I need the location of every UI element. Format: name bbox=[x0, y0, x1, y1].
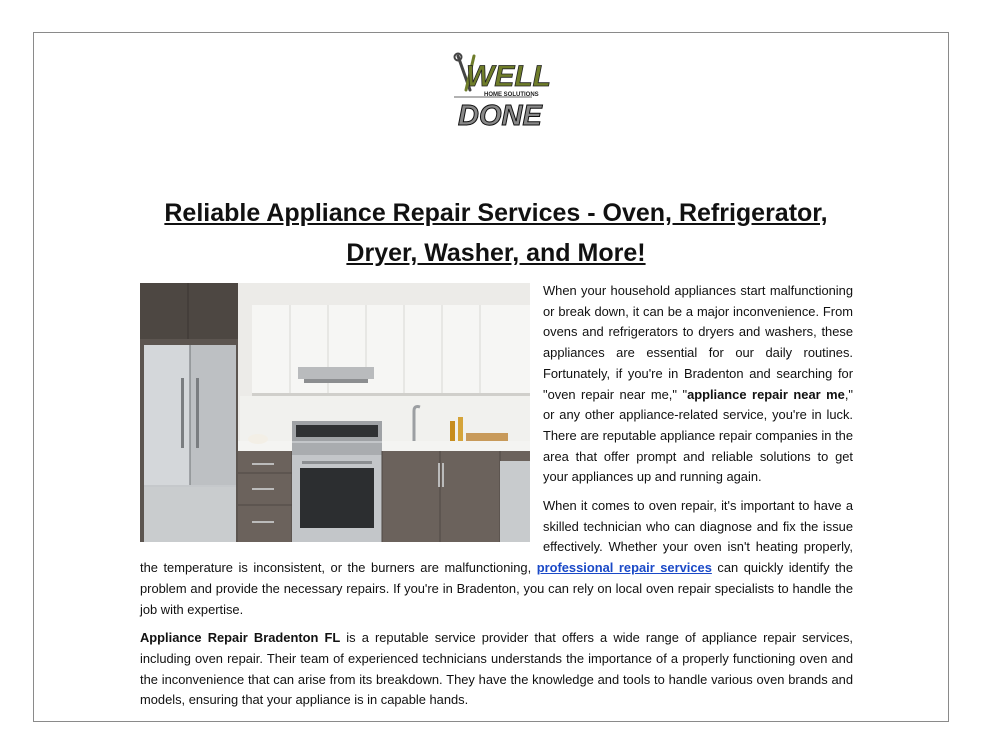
paragraph-2-part1: When it comes to oven repair, it's important to have a skilled technician who can diagnose and fix the issue effectively. Whether your oven isn't heating properly, the temperature is inconsistent, or the burners are malfunctioning, bbox=[140, 498, 853, 576]
title-line1: Reliable Appliance Repair Services - Oven, Refrigerator, bbox=[164, 199, 828, 227]
logo-line1: WELL bbox=[466, 60, 551, 93]
well-done-logo bbox=[452, 52, 551, 132]
paragraph-2-part2: can quickly identify the problem and provide the necessary repairs. If you're in Bradenton, you can rely on local oven repair specialists to handle the job with expertise. bbox=[140, 560, 853, 617]
article-body bbox=[140, 281, 853, 719]
paragraph-1-part1: When your household appliances start malfunctioning or break down, it can be a major inconvenience. From ovens and refrigerators to dryers and washers, these appliances are essential for our daily routines. Fortunately, if you're in Bradenton and searching for "oven repair near me," " bbox=[543, 283, 853, 402]
paragraph-3-part1: is a reputable service provider that offers a wide range of appliance repair services, including oven repair. Their team of experienced technicians understands the importance of a properly functioning oven and the inconvenience that can arise from its breakdown. They have the knowledge and tools to handle various oven brands and models, ensuring that your appliance is in capable hands. bbox=[140, 630, 854, 708]
professional-repair-services-link[interactable]: professional repair services bbox=[536, 560, 712, 576]
logo-line3: DONE bbox=[458, 100, 542, 132]
image-spacer bbox=[140, 281, 543, 551]
title-line2: Dryer, Washer, and More! bbox=[346, 239, 646, 267]
logo-line2: HOME SOLUTIONS bbox=[484, 92, 539, 98]
paragraph-3 bbox=[140, 628, 853, 711]
page-title bbox=[140, 193, 852, 273]
paragraph-1-bold: appliance repair near me bbox=[687, 386, 845, 402]
paragraph-3-bold: Appliance Repair Bradenton FL bbox=[140, 630, 341, 646]
paragraph-1-part2: ," or any other appliance-related service, you're in luck. There are reputable appliance repair companies in the area that offer prompt and reliable solutions to get your appliances up and running again. bbox=[543, 386, 853, 485]
